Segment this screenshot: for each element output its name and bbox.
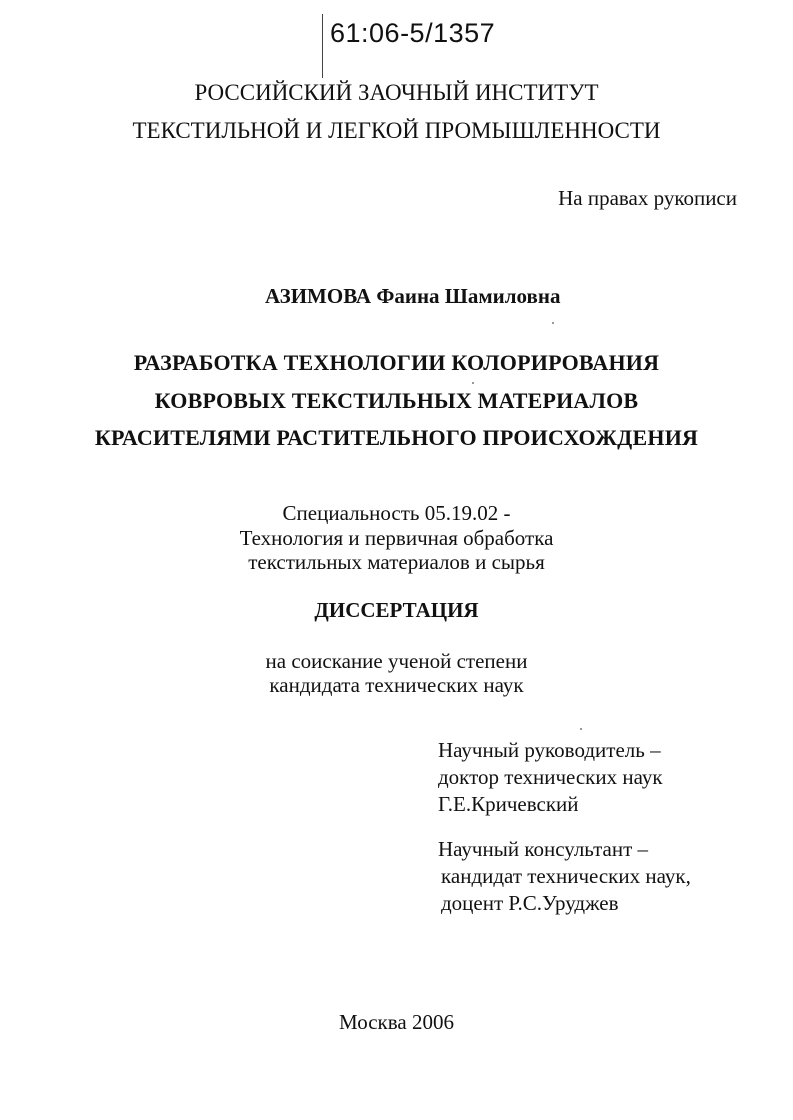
consultant-name: доцент Р.С.Уруджев xyxy=(441,891,619,915)
consultant-title: кандидат технических наук, xyxy=(441,864,691,888)
institution-line-1: РОССИЙСКИЙ ЗАОЧНЫЙ ИНСТИТУТ xyxy=(194,80,599,105)
degree-line-1: на соискание ученой степени xyxy=(265,649,528,673)
specialty-line-3: текстильных материалов и сырья xyxy=(248,550,545,574)
catalog-code: 61:06-5/1357 xyxy=(330,18,496,48)
author-name: АЗИМОВА Фаина Шамиловна xyxy=(265,284,561,308)
city-year: Москва 2006 xyxy=(339,1010,454,1034)
catalog-code-margin-line xyxy=(322,14,323,78)
title-line-3: КРАСИТЕЛЯМИ РАСТИТЕЛЬНОГО ПРОИСХОЖДЕНИЯ xyxy=(94,425,699,450)
degree-line-2: кандидата технических наук xyxy=(269,673,524,697)
institution-line-2: ТЕКСТИЛЬНОЙ И ЛЕГКОЙ ПРОМЫШЛЕННОСТИ xyxy=(132,118,661,143)
scan-speck xyxy=(472,382,474,384)
supervisor-role: Научный руководитель – xyxy=(438,738,661,762)
work-type: ДИССЕРТАЦИЯ xyxy=(314,598,479,622)
consultant-block xyxy=(438,836,691,917)
title-line-1: РАЗРАБОТКА ТЕХНОЛОГИИ КОЛОРИРОВАНИЯ xyxy=(133,350,660,375)
rights-note: На правах рукописи xyxy=(558,186,737,210)
specialty-line-2: Технология и первичная обработка xyxy=(239,526,554,550)
supervisor-block xyxy=(438,737,663,818)
title-line-2: КОВРОВЫХ ТЕКСТИЛЬНЫХ МАТЕРИАЛОВ xyxy=(154,388,639,413)
supervisor-name: Г.Е.Кричевский xyxy=(438,792,579,816)
scan-speck xyxy=(552,322,554,324)
consultant-role: Научный консультант – xyxy=(438,837,648,861)
scan-speck xyxy=(580,728,582,730)
specialty-line-1: Специальность 05.19.02 - xyxy=(282,501,511,525)
supervisor-title: доктор технических наук xyxy=(438,765,663,789)
